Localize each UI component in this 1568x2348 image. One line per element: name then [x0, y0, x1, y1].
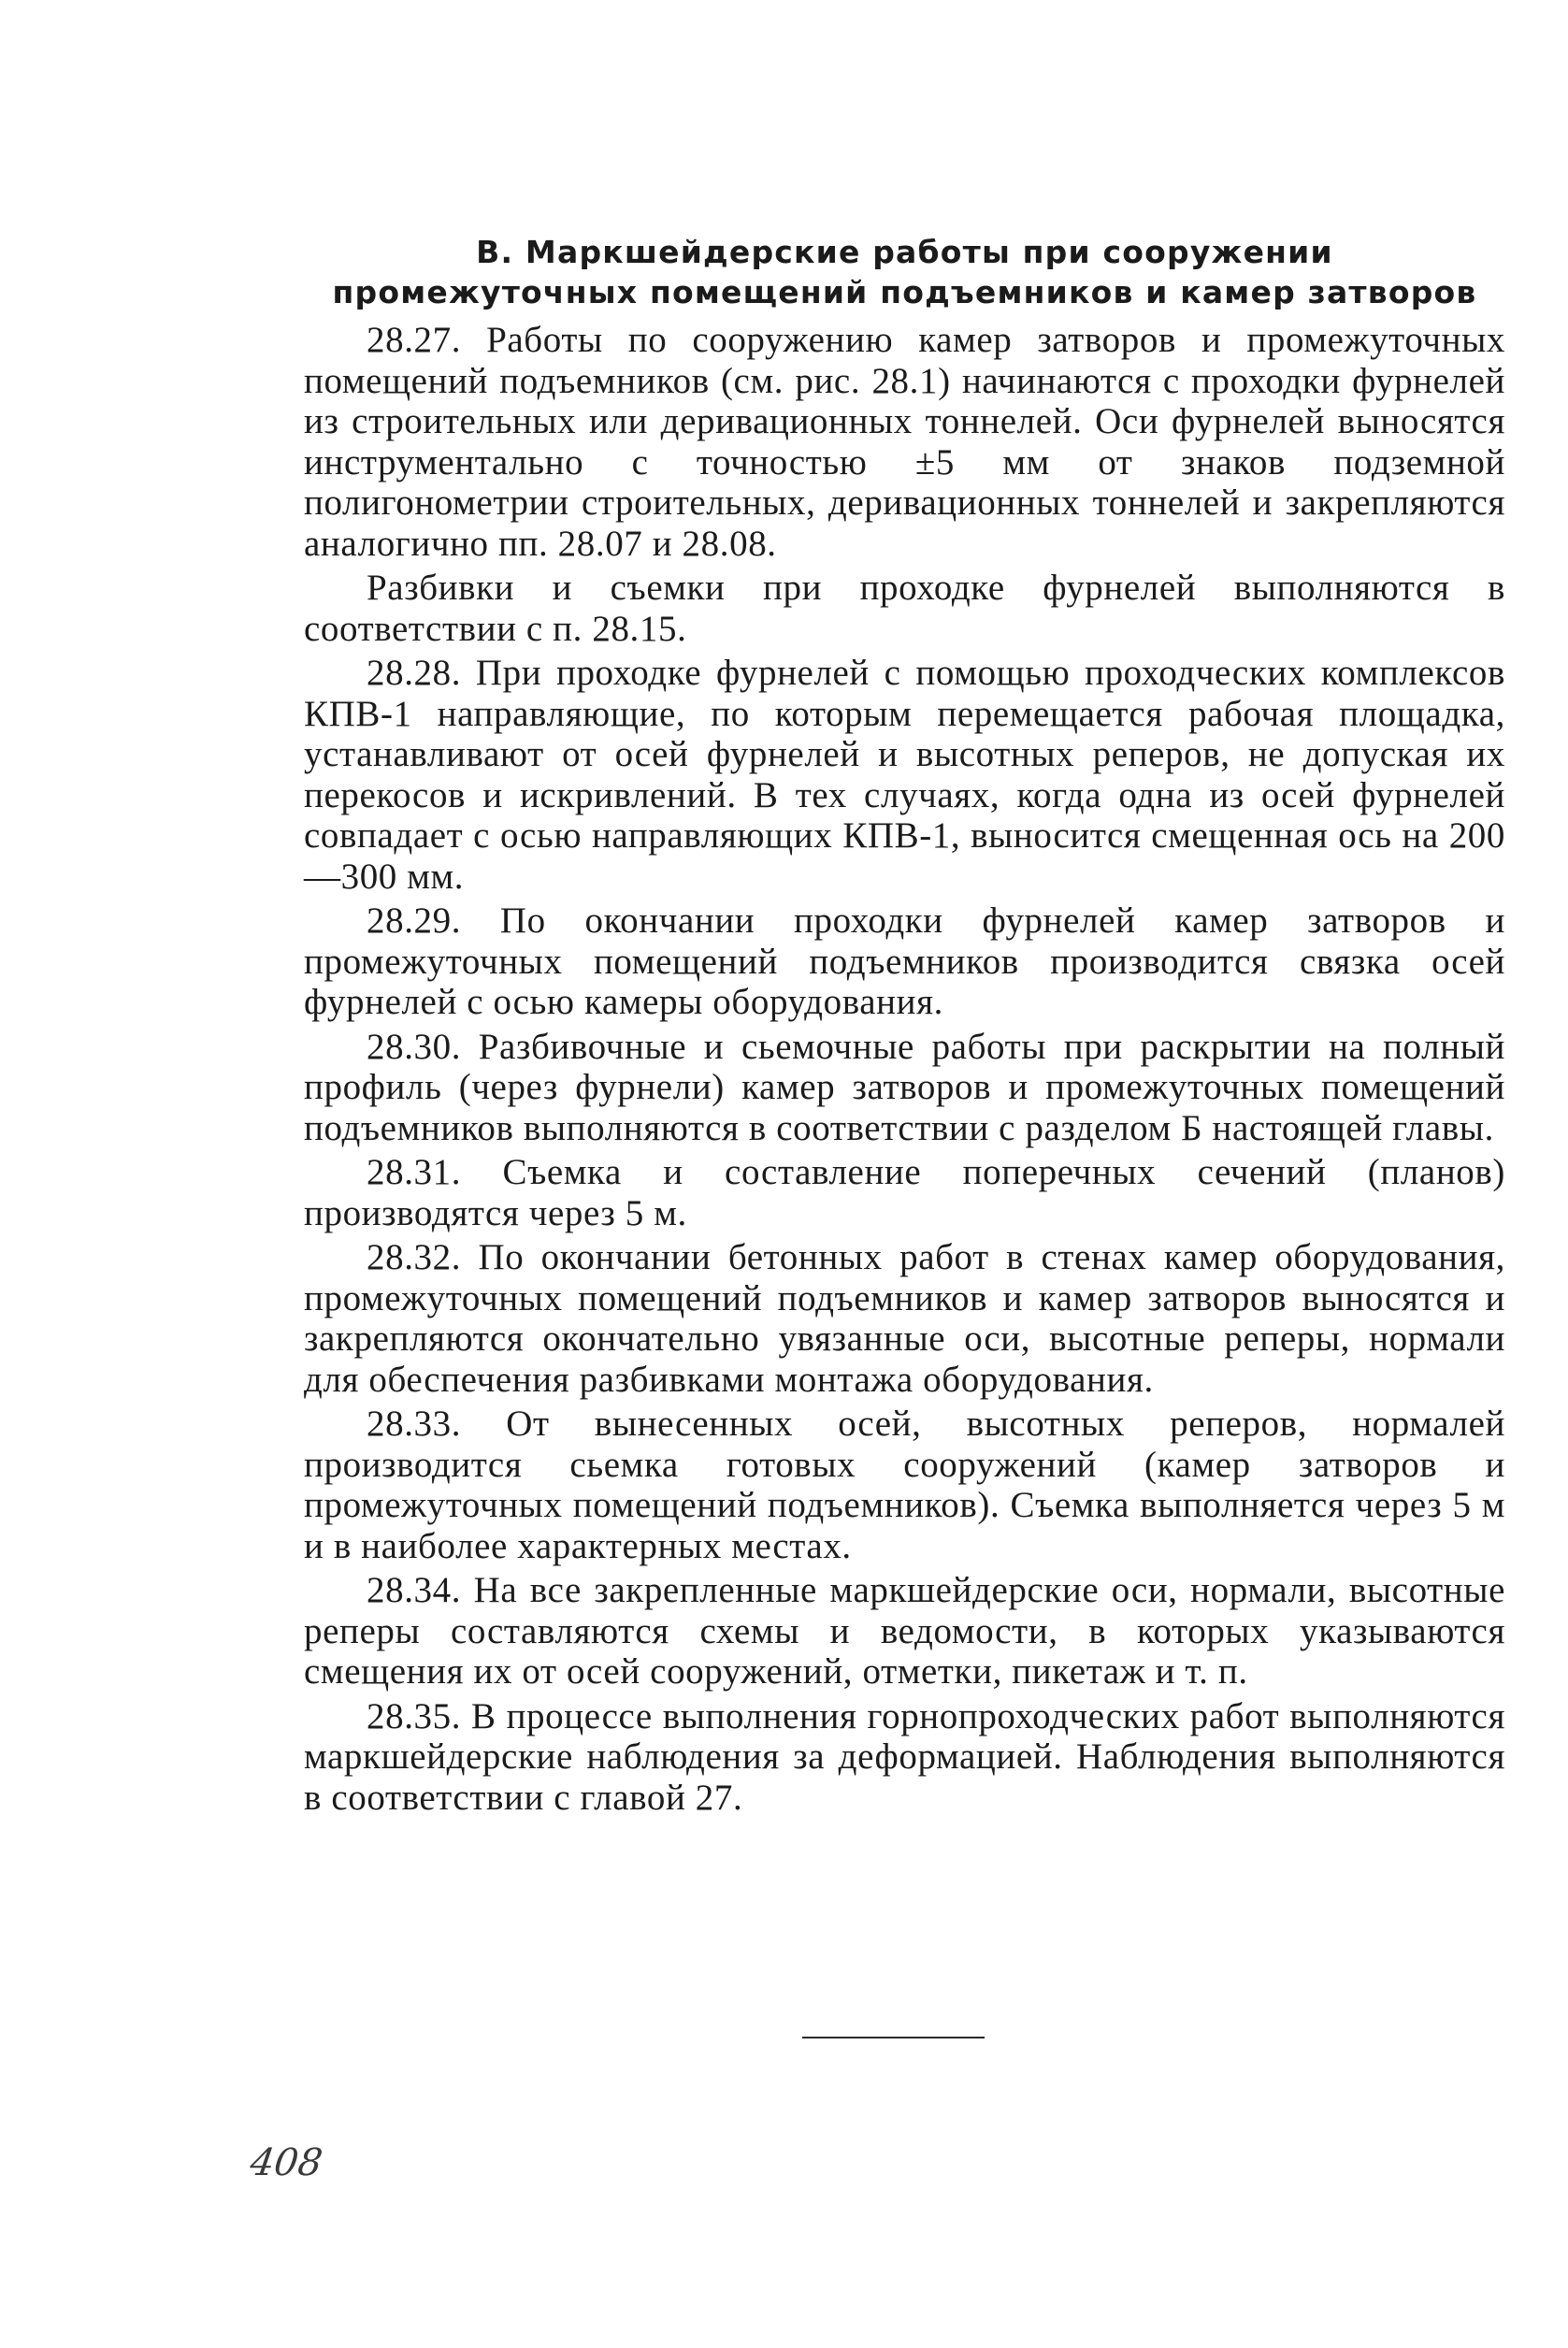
end-rule-divider — [802, 2037, 985, 2038]
paragraph-28-27: 28.27. Работы по сооружению камер затворов и промежуточных помещений подъемников (см. рис. 28.1) начинаются с проходки фурнелей из строительных или деривационных тоннелей. Оси фурнелей выносятся инструментально с точностью ±5 мм от знаков подземной полигонометрии строительных, деривационных тоннелей и закрепляются аналогично пп. 28.07 и 28.08. — [304, 320, 1505, 564]
paragraph-28-29: 28.29. По окончании проходки фурнелей камер затворов и промежуточных помещений подъемников производится связка осей фурнелей с осью камеры оборудования. — [304, 900, 1505, 1022]
paragraph-28-32: 28.32. По окончании бетонных работ в стенах камер оборудования, промежуточных помещений подъемников и камер затворов выносятся и закрепляются окончательно увязанные оси, высотные реперы, нормали для обеспечения разбивками монтажа оборудования. — [304, 1237, 1505, 1400]
paragraph-28-27-cont: Разбивки и съемки при проходке фурнелей выполняются в соответствии с п. 28.15. — [304, 568, 1505, 649]
page-body — [304, 232, 1505, 1818]
paragraph-28-28: 28.28. При проходке фурнелей с помощью проходческих комплексов КПВ-1 направляющие, по которым перемещается рабочая площадка, устанавливают от осей фурнелей и высотных реперов, не допуская их перекосов и искривлений. В тех случаях, когда одна из осей фурнелей совпадает с осью направляющих КПВ-1, выносится смещенная ось на 200—300 мм. — [304, 653, 1505, 897]
paragraph-28-34: 28.34. На все закрепленные маркшейдерские оси, нормали, высотные реперы составляются схемы и ведомости, в которых указываются смещения их от осей сооружений, отметки, пикетаж и т. п. — [304, 1570, 1505, 1692]
handwritten-page-number: 408 — [247, 2141, 325, 2184]
paragraph-28-30: 28.30. Разбивочные и сьемочные работы при раскрытии на полный профиль (через фурнели) камер затворов и промежуточных помещений подъемников выполняются в соответствии с разделом Б настоящей главы. — [304, 1026, 1505, 1148]
section-heading-line-1: В. Маркшейдерские работы при сооружении — [476, 234, 1333, 270]
section-heading — [304, 232, 1505, 312]
paragraph-28-33: 28.33. От вынесенных осей, высотных реперов, нормалей производится сьемка готовых сооружений (камер затворов и промежуточных помещений подъемников). Съемка выполняется через 5 м и в наиболее характерных местах. — [304, 1404, 1505, 1566]
paragraph-28-35: 28.35. В процессе выполнения горнопроходческих работ выполняются маркшейдерские наблюдения за деформацией. Наблюдения выполняются в соответствии с главой 27. — [304, 1695, 1505, 1818]
section-heading-line-2: промежуточных помещений подъемников и камер затворов — [332, 274, 1477, 310]
paragraph-28-31: 28.31. Съемка и составление поперечных сечений (планов) производятся через 5 м. — [304, 1152, 1505, 1233]
